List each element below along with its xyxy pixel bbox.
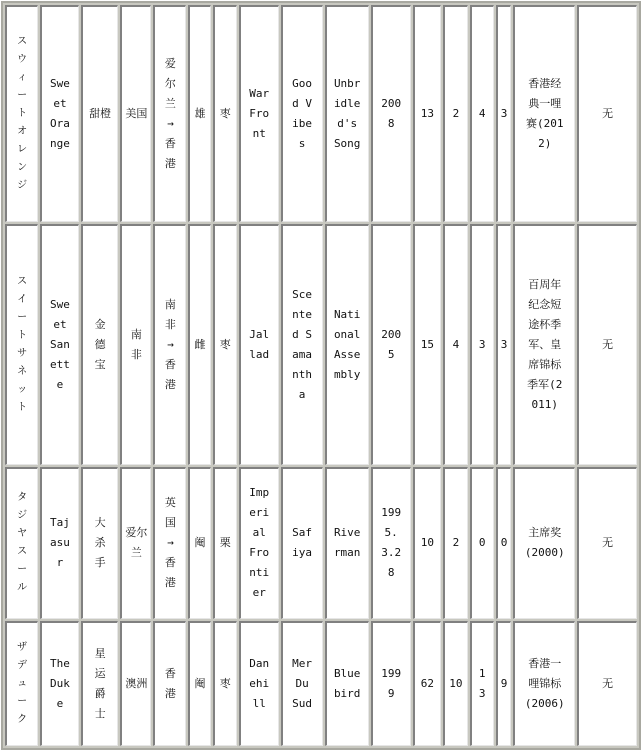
seconds-cell: 13 xyxy=(470,621,494,746)
dam-cell: Mer Du Sud xyxy=(281,621,323,746)
honors-cell: 百周年纪念短途杯季军、皇席锦标季军(2011) xyxy=(513,224,575,465)
color-cell: 枣 xyxy=(213,5,237,222)
notes-cell: 无 xyxy=(577,621,637,746)
english-name-cell: Sweet Sanette xyxy=(40,224,79,465)
origin-cell: 澳洲 xyxy=(120,621,151,746)
dam-cell: Scented Samantha xyxy=(281,224,323,465)
english-name-cell: The Duke xyxy=(40,621,79,746)
location-cell: 南非→香港 xyxy=(153,224,186,465)
starts-cell: 15 xyxy=(413,224,442,465)
sire-cell: Danehill xyxy=(239,621,279,746)
japanese-name-cell: スイートサネット xyxy=(5,224,38,465)
honors-cell: 香港经典一哩赛(2012) xyxy=(513,5,575,222)
honors-cell: 主席奖(2000) xyxy=(513,467,575,619)
chinese-name-cell: 大杀手 xyxy=(81,467,119,619)
wins-cell: 10 xyxy=(443,621,467,746)
thirds-cell: 0 xyxy=(496,467,511,619)
origin-cell: 南非 xyxy=(120,224,151,465)
seconds-cell: 0 xyxy=(470,467,494,619)
japanese-name-cell: ザデューク xyxy=(5,621,38,746)
sire-cell: Jallad xyxy=(239,224,279,465)
horse-table xyxy=(1,1,641,750)
table-row xyxy=(5,467,637,619)
color-cell: 栗 xyxy=(213,467,237,619)
table-row xyxy=(5,224,637,465)
wins-cell: 4 xyxy=(443,224,467,465)
birth-cell: 1999 xyxy=(371,621,411,746)
thirds-cell: 3 xyxy=(496,224,511,465)
chinese-name-cell: 甜橙 xyxy=(81,5,119,222)
thirds-cell: 3 xyxy=(496,5,511,222)
sex-cell: 阉 xyxy=(188,467,210,619)
origin-cell: 美国 xyxy=(120,5,151,222)
location-cell: 香港 xyxy=(153,621,186,746)
birth-cell: 2005 xyxy=(371,224,411,465)
sex-cell: 雄 xyxy=(188,5,210,222)
thirds-cell: 9 xyxy=(496,621,511,746)
sex-cell: 雌 xyxy=(188,224,210,465)
color-cell: 枣 xyxy=(213,224,237,465)
damsire-cell: Riverman xyxy=(325,467,369,619)
japanese-name-cell: タジヤスール xyxy=(5,467,38,619)
dam-cell: Safiya xyxy=(281,467,323,619)
damsire-cell: Unbridled's Song xyxy=(325,5,369,222)
starts-cell: 10 xyxy=(413,467,442,619)
damsire-cell: National Assembly xyxy=(325,224,369,465)
location-cell: 英国→香港 xyxy=(153,467,186,619)
honors-cell: 香港一哩锦标(2006) xyxy=(513,621,575,746)
damsire-cell: Bluebird xyxy=(325,621,369,746)
chinese-name-cell: 金德宝 xyxy=(81,224,119,465)
notes-cell: 无 xyxy=(577,467,637,619)
chinese-name-cell: 星运爵士 xyxy=(81,621,119,746)
birth-cell: 2008 xyxy=(371,5,411,222)
origin-cell: 爱尔兰 xyxy=(120,467,151,619)
location-cell: 爱尔兰→香港 xyxy=(153,5,186,222)
dam-cell: Good Vibes xyxy=(281,5,323,222)
seconds-cell: 4 xyxy=(470,5,494,222)
color-cell: 枣 xyxy=(213,621,237,746)
notes-cell: 无 xyxy=(577,5,637,222)
table-row xyxy=(5,621,637,746)
table-row xyxy=(5,5,637,222)
seconds-cell: 3 xyxy=(470,224,494,465)
english-name-cell: Sweet Orange xyxy=(40,5,79,222)
sex-cell: 阉 xyxy=(188,621,210,746)
sire-cell: Imperial Frontier xyxy=(239,467,279,619)
starts-cell: 13 xyxy=(413,5,442,222)
starts-cell: 62 xyxy=(413,621,442,746)
wins-cell: 2 xyxy=(443,5,467,222)
birth-cell: 1995.3.28 xyxy=(371,467,411,619)
english-name-cell: Tajasur xyxy=(40,467,79,619)
notes-cell: 无 xyxy=(577,224,637,465)
wins-cell: 2 xyxy=(443,467,467,619)
sire-cell: War Front xyxy=(239,5,279,222)
japanese-name-cell: スウィートオレンジ xyxy=(5,5,38,222)
